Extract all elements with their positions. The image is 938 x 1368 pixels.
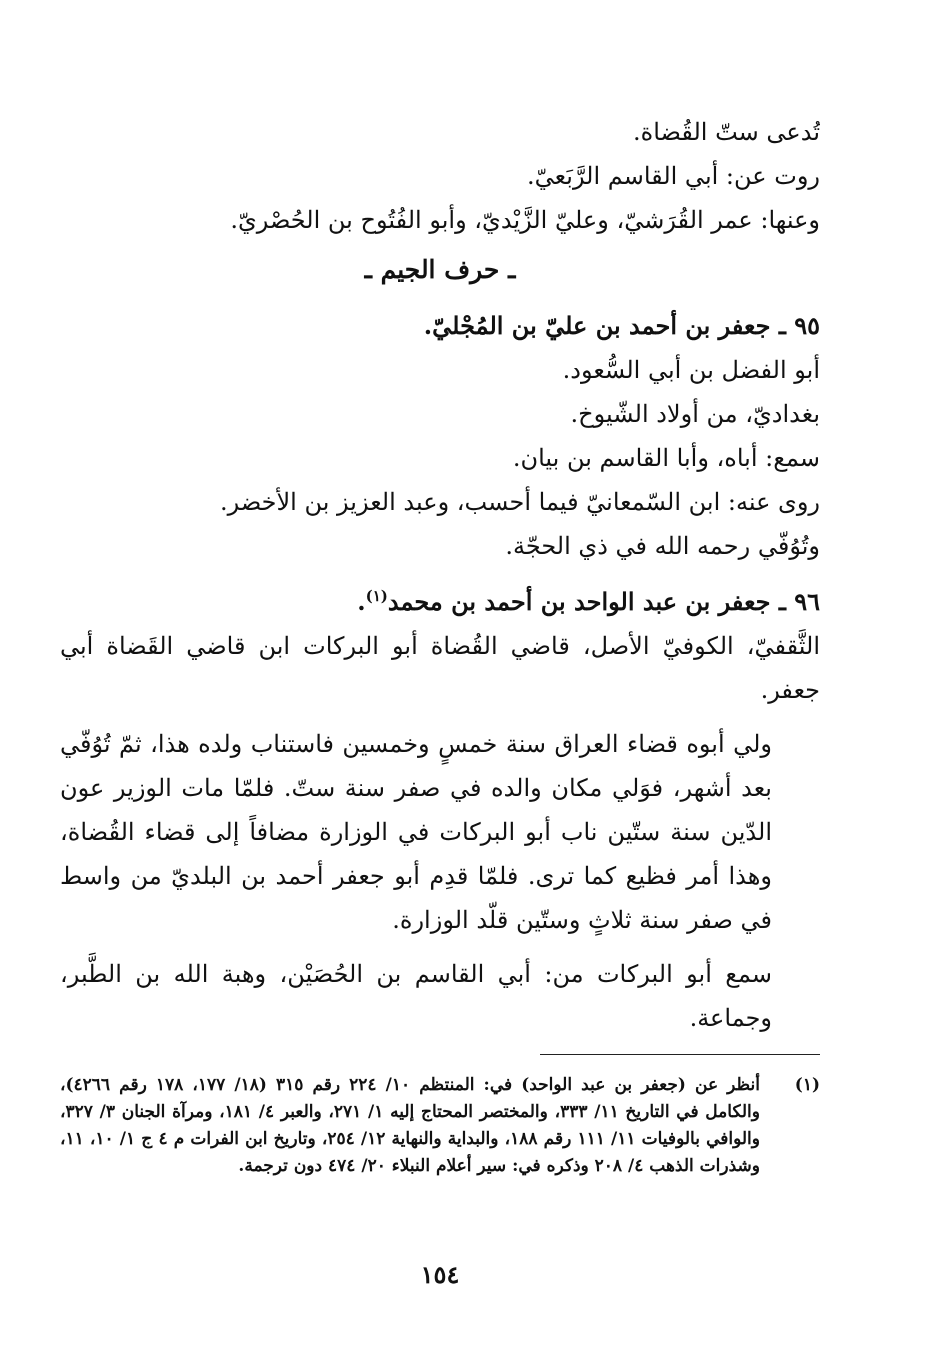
text-line: وتُوُفّي رحمه الله في ذي الحجّة. (505, 532, 820, 560)
text-line: سمع: أباه، وأبا القاسم بن بيان. (512, 444, 820, 472)
footnote-text: أنظر عن (جعفر بن عبد الواحد) في: المنتظم ١٠/ ٢٢٤ رقم ٣١٥ (١٨/ ١٧٧، ١٧٨ رقم ٤٢٦٦)، والكامل في التاريخ ١١/ ٣٣٣، والمختصر المحتاج إليه ١/ ٢٧١، والعبر ٤/ ١٨١، ومرآة الجنان ٣/ ٣٢٧، والوافي بالوفيات ١١/ ١١١ رقم ١٨٨، والبداية والنهاية ١٢/ ٢٥٤، وتاريخ ابن الفرات م ٤ ج ١/ ١٠، ١١، وشذرات الذهب ٤/ ٢٠٨ وذكره في: سير أعلام النبلاء ٢٠/ ٤٧٤ دون ترجمة. (60, 1075, 760, 1176)
text-line: تُدعى ستّ القُضاة. (633, 118, 820, 146)
text-line: أبو الفضل بن أبي السُّعود. (562, 356, 820, 384)
entry-heading-95: ٩٥ ـ جعفر بن أحمد بن عليّ بن المُجْليّ. (423, 311, 820, 340)
entry-heading-96 (60, 574, 820, 624)
text-line: روى عنه: ابن السّمعانيّ فيما أحسب، وعبد العزيز بن الأخضر. (219, 488, 820, 516)
text-line: وعنها: عمر القُرَشيّ، وعليّ الزَّيْديّ، وأبو الفُتُوح بن الحُصْريّ. (230, 206, 820, 234)
text-line: بغداديّ، من أولاد الشّيوخ. (570, 400, 820, 428)
text-line: روت عن: أبي القاسم الرَّبَعيّ. (527, 162, 820, 190)
footnote-ref: (١) (365, 587, 388, 605)
footnote-number: (١) (794, 1075, 820, 1095)
paragraph: سمع أبو البركات من: أبي القاسم بن الحُصَيْن، وهبة الله بن الطَّبر، وجماعة. (60, 960, 772, 1032)
footnote (60, 1072, 820, 1180)
footnote-divider (540, 1054, 820, 1055)
entry-heading-text: ٩٦ ـ جعفر بن عبد الواحد بن أحمد بن محمد (387, 587, 820, 616)
page-number: ١٥٤ (420, 1260, 460, 1289)
heading-end: . (357, 587, 366, 616)
paragraph: ولي أبوه قضاء العراق سنة خمسٍ وخمسين فاستناب ولده هذا، ثمّ تُوُفّي بعد أشهر، فوَلي مكان والده في صفر سنة ستّ. فلمّا مات الوزير عون الدّين سنة ستّين ناب أبو البركات في الوزارة مضافاً إلى قضاء القُضاة، وهذا أمر فظيع كما ترى. فلمّا قدِم أبو جعفر أحمد بن البلديّ من واسط في صفر سنة ثلاثٍ وستّين قلّد الوزارة. (60, 730, 772, 934)
entry-intro: الثَّقفيّ، الكوفيّ الأصل، قاضي القُضاة أبو البركات ابن قاضي القَضاة أبي جعفر. (60, 632, 820, 704)
section-title: ـ حرف الجيم ـ (364, 255, 516, 284)
page-body (60, 110, 820, 1350)
